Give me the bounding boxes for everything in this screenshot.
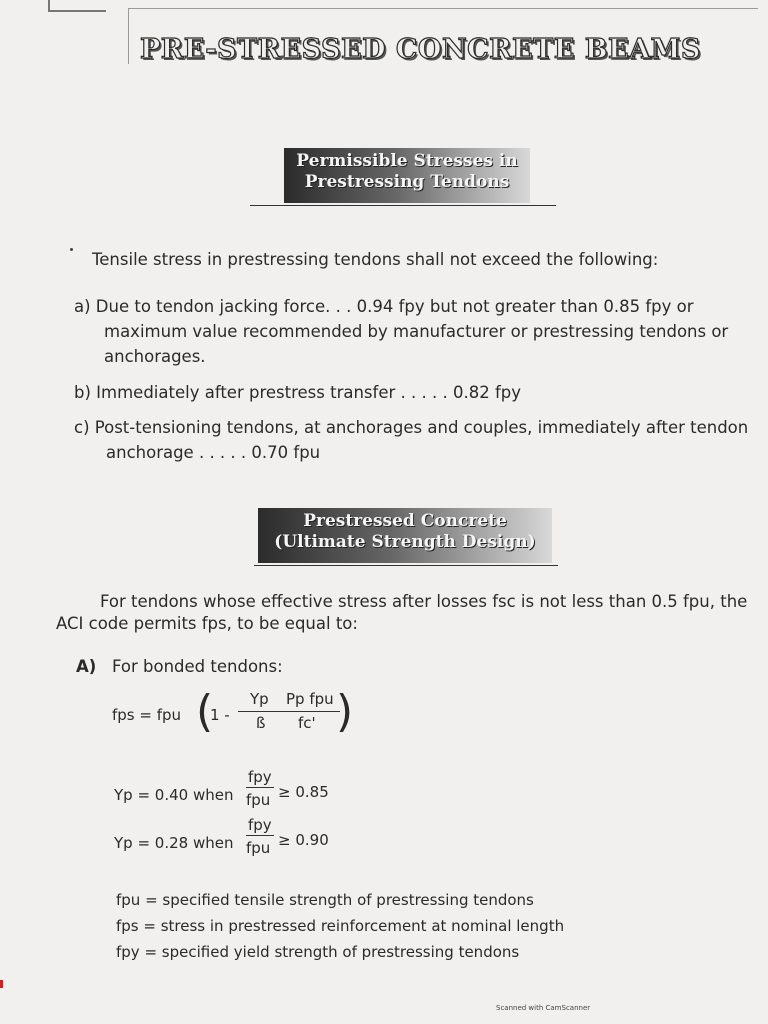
condition-num: fpy bbox=[248, 768, 272, 786]
condition-fraction-line bbox=[246, 835, 274, 836]
formula-open-paren: ( bbox=[196, 686, 214, 737]
formula-lhs: fps = fpu bbox=[112, 706, 182, 724]
intro-text: Tensile stress in prestressing tendons shall not exceed the following: bbox=[92, 250, 659, 269]
formula-close-paren: ) bbox=[336, 686, 354, 737]
condition-num: fpy bbox=[248, 816, 272, 834]
subhead-label: A) bbox=[76, 657, 97, 676]
banner-line: (Ultimate Strength Design) bbox=[274, 532, 536, 552]
item-b: b) Immediately after prestress transfer . . . . . 0.82 fpy bbox=[74, 383, 521, 402]
formula-num-ppfpu: Pp fpu bbox=[286, 690, 334, 708]
divider bbox=[250, 205, 556, 206]
paragraph-line: ACI code permits fps, to be equal to: bbox=[56, 614, 358, 633]
condition-fraction-line bbox=[246, 787, 274, 788]
page-corner-mark bbox=[48, 0, 106, 12]
condition-lhs: Yp = 0.40 when bbox=[114, 786, 234, 804]
banner-line: Prestressed Concrete bbox=[303, 511, 507, 531]
formula-den-beta: ß bbox=[256, 714, 266, 732]
item-c-line: anchorage . . . . . 0.70 fpu bbox=[106, 443, 321, 462]
condition-rhs: ≥ 0.85 bbox=[278, 783, 329, 801]
condition-den: fpu bbox=[246, 791, 271, 809]
item-a-line: anchorages. bbox=[104, 347, 206, 366]
definition-fpy: fpy = specified yield strength of prestressing tendons bbox=[116, 943, 520, 961]
formula-fraction-line bbox=[238, 711, 340, 712]
edge-mark bbox=[0, 980, 3, 988]
definition-fpu: fpu = specified tensile strength of prestressing tendons bbox=[116, 891, 534, 909]
section-banner-permissible-stresses bbox=[284, 148, 530, 203]
condition-rhs: ≥ 0.90 bbox=[278, 831, 329, 849]
formula-one-minus: 1 - bbox=[210, 706, 230, 724]
page-title: PRE-STRESSED CONCRETE BEAMS bbox=[140, 34, 701, 65]
item-a-line: a) Due to tendon jacking force. . . 0.94 fpy but not greater than 0.85 fpy or bbox=[74, 297, 694, 316]
bullet-dot bbox=[70, 248, 73, 251]
page-edge-line bbox=[128, 8, 758, 9]
banner-line: Permissible Stresses in bbox=[296, 151, 518, 171]
banner-line: Prestressing Tendons bbox=[304, 172, 510, 192]
paragraph-line: For tendons whose effective stress after losses fsc is not less than 0.5 fpu, the bbox=[100, 592, 748, 611]
condition-den: fpu bbox=[246, 839, 271, 857]
definition-fps: fps = stress in prestressed reinforcement at nominal length bbox=[116, 917, 565, 935]
scanner-watermark: Scanned with CamScanner bbox=[496, 1004, 591, 1012]
divider bbox=[254, 565, 558, 566]
section-banner-ultimate-strength bbox=[258, 508, 552, 563]
item-c-line: c) Post-tensioning tendons, at anchorages and couples, immediately after tendon bbox=[74, 418, 749, 437]
subhead-text: For bonded tendons: bbox=[112, 657, 283, 676]
condition-lhs: Yp = 0.28 when bbox=[114, 834, 234, 852]
formula-num-yp: Yp bbox=[250, 690, 269, 708]
page-edge-line-vertical bbox=[128, 8, 129, 64]
item-a-line: maximum value recommended by manufacturer or prestressing tendons or bbox=[104, 322, 729, 341]
formula-den-fc: fc' bbox=[298, 714, 316, 732]
